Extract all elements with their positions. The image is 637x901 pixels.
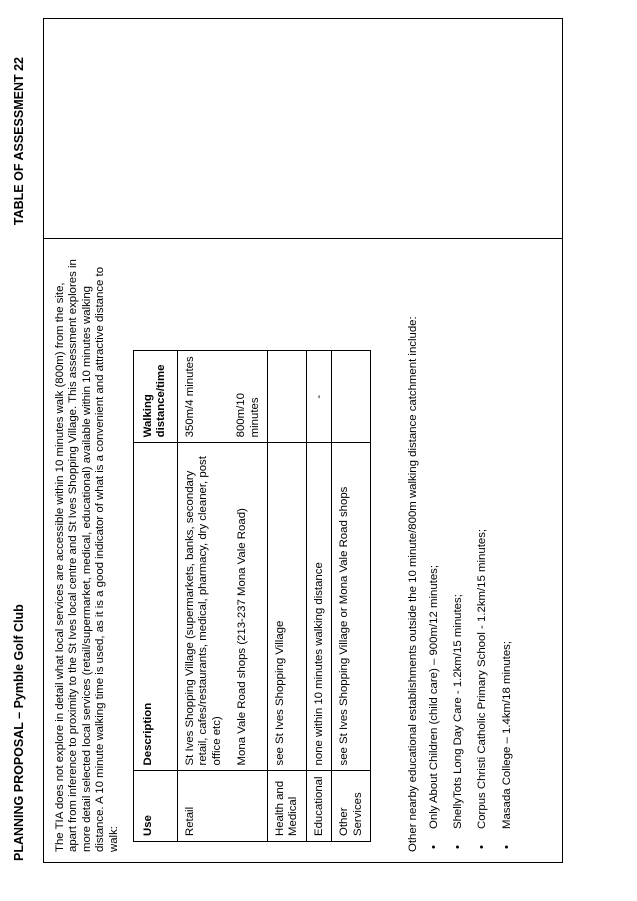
retail-walk-1: 350m/4 minutes: [183, 356, 196, 438]
retail-desc-2: Mona Vale Road shops (213-237 Mona Vale Road): [236, 508, 249, 766]
intro-paragraph: The TIA does not explore in detail what local services are accessible within 10 minutes walk (800m) from the site, apart from inference to proximity to the St Ives local centre and St Ives Shopping Village. This assessment explores in more detail selected local services (retail/supermarket, medical, educational) available within 10 minutes walking distance. A 10 minute walking time is used, as it is a good indicator of what is a convenient and attractive distance to walk:: [54, 259, 120, 852]
cell-walking: [177, 351, 267, 443]
list-item: • Only About Children (child care) – 900m/12 minutes;: [428, 254, 441, 852]
cell-use: Educational: [306, 771, 331, 842]
retail-walk-2: 800m/10 minutes: [235, 393, 261, 438]
header-walking: Walking distance/time: [134, 351, 178, 443]
header-description: Description: [134, 443, 178, 771]
table-header-row: [134, 351, 178, 842]
cell-use: Retail: [177, 771, 267, 842]
cell-walking: [332, 351, 371, 443]
retail-desc-1: St Ives Shopping Village (supermarkets, banks, secondary retail, cafes/restaurants, medical, pharmacy, dry cleaner, post office etc): [183, 456, 223, 766]
assessment-content: [54, 254, 525, 852]
establishment-list: [428, 254, 515, 852]
table-row: [332, 351, 371, 842]
list-item: • ShellyTots Long Day Care - 1.2km/15 minutes;: [452, 254, 465, 852]
cell-description: see St Ives Shopping Village: [268, 443, 307, 771]
table-row: [177, 351, 267, 842]
table-row: [268, 351, 307, 842]
cell-description: [177, 443, 267, 771]
table-row: [306, 351, 331, 842]
cell-walking: -: [306, 351, 331, 443]
outside-catchment-paragraph: Other nearby educational establishments outside the 10 minute/800m walking distance catchment include:: [407, 316, 420, 852]
cell-description: see St Ives Shopping Village or Mona Vale Road shops: [332, 443, 371, 771]
column-divider: [44, 238, 562, 239]
list-item: • Corpus Christi Catholic Primary School - 1.2km/15 minutes;: [476, 254, 489, 852]
page-header-section: TABLE OF ASSESSMENT 22: [12, 57, 26, 226]
cell-use: Other Services: [332, 771, 371, 842]
list-item: • Masada College – 1.4km/18 minutes;: [501, 254, 514, 852]
services-table: [133, 350, 371, 842]
cell-use: Health and Medical: [268, 771, 307, 842]
cell-walking: [268, 351, 307, 443]
header-use: Use: [134, 771, 178, 842]
assessment-frame: [43, 18, 563, 863]
cell-description: none within 10 minutes walking distance: [306, 443, 331, 771]
page-header-title: PLANNING PROPOSAL – Pymble Golf Club: [12, 604, 26, 861]
